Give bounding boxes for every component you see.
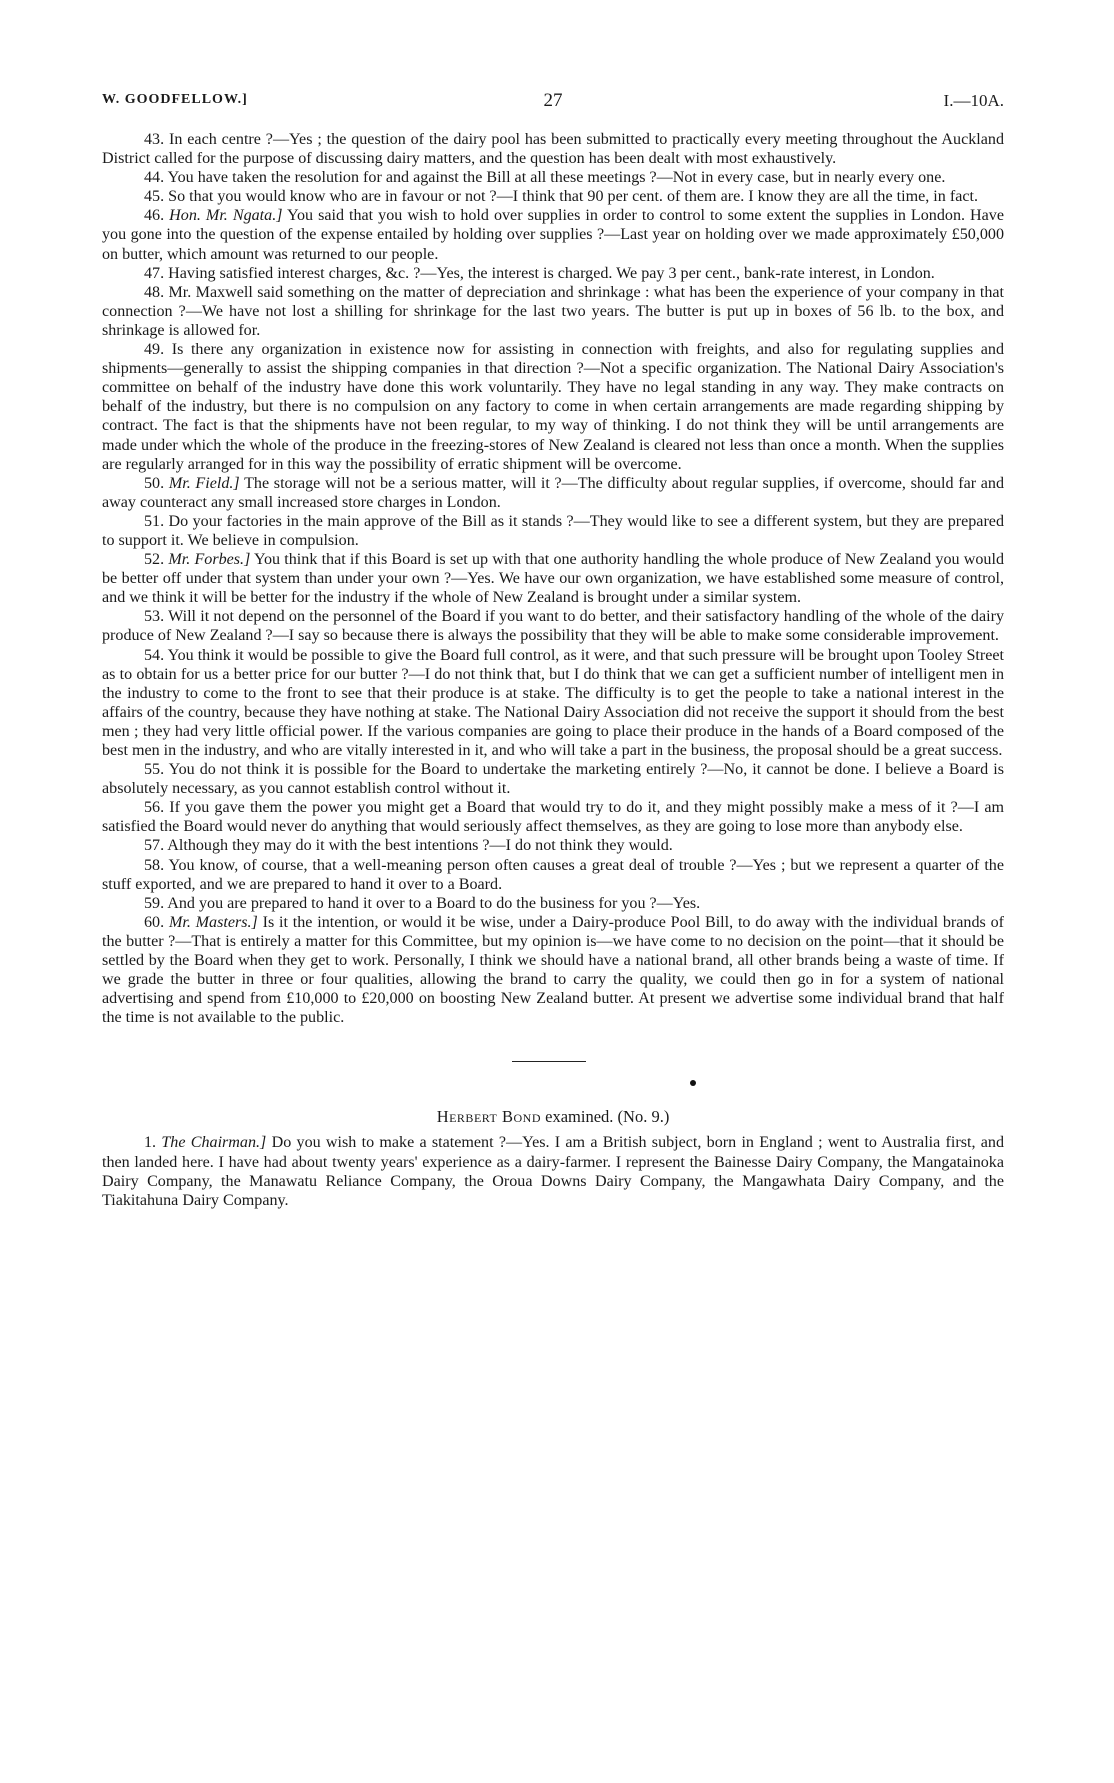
question-paragraph	[102, 187, 1004, 206]
question-answer-text: Is it the intention, or would it be wise, under a Dairy-produce Pool Bill, to do away with the individual brands of the butter ?—That is entirely a matter for this Committee, but my opinion is—we have come to no decision on the point—that it should be settled by the Board when they get to work. Personally, I think we should have a national brand, all other brands being a waste of time. If we grade the butter in three or four qualities, allowing the brand to carry the quality, we could then go in for a system of national advertising and spend from £10,000 to £20,000 on boosting New Zealand butter. At present we advertise some individual brand that half the time is not available to the public.	[102, 913, 1004, 1027]
question-number: 56.	[144, 799, 165, 817]
witness-name: Herbert Bond	[436, 1107, 542, 1127]
question-answer-text: And you are prepared to hand it over to a Board to do the business for you ?—Yes.	[167, 894, 701, 912]
question-answer-text: You think it would be possible to give the Board full control, as it were, and that such pressure will be brought upon Tooley Street as to obtain for us a better price for our butter ?—I do not think that, but I do think that we can get a sufficient number of intelligent men in the industry to come to the front to see that their produce is at stake. The difficulty is to get the people to take a national interest in the affairs of the country, because they have nothing at stake. The National Dairy Association did not receive the support it should from the best men ; they had very little official power. If the various companies are going to place their produce in the hands of a Board composed of the best men in the industry, and who are vitally interested in it, and who will take a part in the business, the proposal should be a great success.	[102, 646, 1004, 759]
question-answer-text: Do you wish to make a statement ?—Yes. I am a British subject, born in England ; went to Australia first, and then landed here. I have had about twenty years' experience as a dairy-farmer. I represent the Bainesse Dairy Company, the Mangatainoka Dairy Company, the Manawatu Reliance Company, the Oroua Downs Dairy Company, the Mangawhata Dairy Company, and the Tiakitahuna Dairy Company.	[102, 1134, 1004, 1209]
question-number: 55.	[144, 761, 165, 779]
speaker-name: Hon. Mr. Ngata.]	[169, 207, 283, 225]
question-paragraph	[102, 264, 1004, 283]
witness-heading-suffix: examined.	[545, 1107, 614, 1127]
question-paragraph	[102, 474, 1004, 512]
question-paragraph	[102, 607, 1004, 645]
new-witness-body	[102, 1133, 1004, 1209]
question-paragraph	[102, 760, 1004, 798]
header-witness-name: W. GOODFELLOW.]	[102, 92, 248, 107]
question-paragraph	[102, 340, 1004, 474]
question-paragraph	[102, 512, 1004, 550]
page-number: 27	[543, 90, 563, 111]
question-paragraph	[102, 130, 1004, 168]
question-paragraph	[102, 646, 1004, 761]
question-number: 59.	[144, 894, 165, 912]
question-paragraph	[102, 913, 1004, 1028]
question-answer-text: So that you would know who are in favour or not ?—I think that 90 per cent. of them are. I know they are all the time, in fact.	[168, 188, 978, 206]
ink-dot	[690, 1080, 696, 1086]
question-answer-text: Will it not depend on the personnel of the Board if you want to do better, and their satisfactory handling of the whole of the dairy produce of New Zealand ?—I say so because there is always the possibility that they will be able to make some considerable improvement.	[102, 608, 1004, 645]
question-number: 44.	[144, 169, 165, 187]
question-number: 54.	[144, 646, 165, 664]
question-number: 45.	[144, 188, 165, 206]
question-answer-text: Mr. Maxwell said something on the matter of depreciation and shrinkage : what has been the experience of your company in that connection ?—We have not lost a shilling for shrinkage for the last two years. The butter is put up in boxes of 56 lb. to the box, and shrinkage is allowed for.	[102, 283, 1004, 339]
page-header	[102, 92, 1004, 116]
question-paragraph	[102, 1133, 1004, 1209]
question-answer-text: In each centre ?—Yes ; the question of the dairy pool has been submitted to practically every meeting throughout the Auckland District called for the purpose of discussing dairy matters, and the question has been dealt with most exhaustively.	[102, 131, 1004, 168]
question-answer-text: Do your factories in the main approve of the Bill as it stands ?—They would like to see a different system, but they are prepared to support it. We believe in compulsion.	[102, 512, 1004, 549]
question-answer-text: If you gave them the power you might get a Board that would try to do it, and they might possibly make a mess of it ?—I am satisfied the Board would never do anything that would seriously affect themselves, as they are going to lose more than anybody else.	[102, 799, 1005, 836]
question-answer-text: You do not think it is possible for the Board to undertake the marketing entirely ?—No, it cannot be done. I believe a Board is absolutely necessary, as you cannot establish control without it.	[102, 761, 1004, 798]
question-number: 58.	[144, 856, 165, 874]
question-number: 1.	[144, 1134, 157, 1152]
question-number: 60.	[144, 913, 165, 931]
question-number: 51.	[144, 512, 165, 530]
question-answer-text: Having satisfied interest charges, &c. ?—Yes, the interest is charged. We pay 3 per cent., bank-rate interest, in London.	[168, 264, 935, 282]
witness-number: (No. 9.)	[617, 1107, 670, 1127]
question-answer-text: The storage will not be a serious matter, will it ?—The difficulty about regular supplies, if overcome, should far and away counteract any small increased store charges in London.	[102, 474, 1005, 511]
question-number: 52.	[144, 551, 165, 569]
speaker-name: The Chairman.]	[161, 1134, 267, 1152]
question-number: 53.	[144, 608, 165, 626]
question-number: 47.	[144, 264, 165, 282]
witness-heading	[102, 1107, 1004, 1127]
question-paragraph	[102, 550, 1004, 607]
question-number: 49.	[144, 341, 165, 359]
speaker-name: Mr. Field.]	[168, 474, 240, 492]
document-reference: I.—10A.	[943, 91, 1004, 110]
question-number: 46.	[144, 207, 165, 225]
question-answer-text: You think that if this Board is set up with that one authority handling the whole produce of New Zealand you would be better off under that system than under your own ?—Yes. We have our own organization, we have established some measure of control, and we think it will be better for the industry if the whole of New Zealand is brought under a similar system.	[102, 551, 1004, 607]
question-answer-text: Although they may do it with the best intentions ?—I do not think they would.	[167, 837, 673, 855]
question-answer-text: You have taken the resolution for and against the Bill at all these meetings ?—Not in every case, but in nearly every one.	[167, 169, 946, 187]
question-number: 43.	[144, 131, 165, 148]
question-paragraph	[102, 798, 1004, 836]
question-number: 48.	[144, 283, 165, 301]
question-answer-text: Is there any organization in existence now for assisting in connection with freights, and also for regulating supplies and shipments—generally to assist the shipping companies in that direction ?—Not a specific organization. The National Dairy Association's committee on behalf of the industry have done this work voluntarily. They have no legal standing in any way. They make contracts on behalf of the industry, but there is no compulsion on any factory to come in when certain arrangements are made regarding shipping by contract. The fact is that the shipments have not been regular, to my way of thinking. I do not think they will be until arrangements are made under which the whole of the produce in the freezing-stores of New Zealand is cleared not less than once a month. When the supplies are regularly arranged for in this way the possibility of erratic shipment will be overcome.	[102, 341, 1004, 473]
question-number: 50.	[144, 474, 165, 492]
question-paragraph	[102, 836, 1004, 855]
section-divider	[102, 1043, 1004, 1103]
speaker-name: Mr. Forbes.]	[168, 551, 251, 569]
question-answer-text: You know, of course, that a well-meaning person often causes a great deal of trouble ?—Yes ; but we represent a quarter of the stuff exported, and we are prepared to hand it over to a Board.	[102, 856, 1004, 893]
document-page	[102, 92, 1004, 1210]
question-number: 57.	[144, 837, 165, 855]
question-paragraph	[102, 856, 1004, 894]
divider-rule	[512, 1061, 586, 1062]
question-answer-text: You said that you wish to hold over supplies in order to control to some extent the supplies in London. Have you gone into the question of the expense entailed by holding over supplies ?—Last year on holding over we made approximately £50,000 on butter, which amount was returned to our people.	[102, 207, 1004, 263]
question-paragraph	[102, 168, 1004, 187]
speaker-name: Mr. Masters.]	[168, 913, 258, 931]
question-paragraph	[102, 894, 1004, 913]
question-paragraph	[102, 283, 1004, 340]
testimony-body	[102, 130, 1004, 1027]
question-paragraph	[102, 206, 1004, 263]
